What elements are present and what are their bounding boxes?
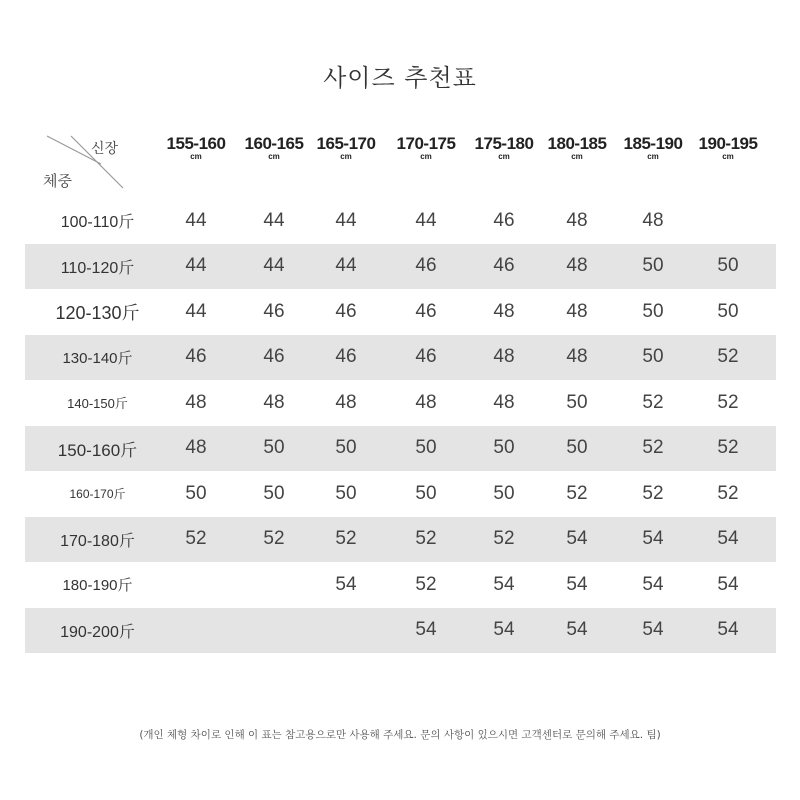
column-header-175-180 [464,134,544,160]
size-cell: 54 [642,573,664,595]
size-cell: 46 [415,300,437,322]
size-cell: 54 [335,573,357,595]
size-cell: 52 [185,528,207,550]
size-cell: 50 [642,300,664,322]
size-cell [161,608,231,654]
size-cell: 48 [415,391,437,413]
size-cell: 50 [493,482,515,504]
column-header-unit: cm [190,152,202,161]
size-cell: 54 [566,573,588,595]
size-cell: 52 [335,528,357,550]
row-weight-label: 190-200斤 [60,623,135,641]
size-cell: 50 [566,437,588,459]
size-cell: 46 [263,300,285,322]
table-row [25,244,776,290]
size-cell: 54 [493,573,515,595]
size-cell: 52 [263,528,285,550]
size-cell: 48 [185,391,207,413]
size-cell: 54 [642,619,664,641]
table-row [25,335,776,381]
table-row [25,562,776,608]
size-cell: 50 [717,255,739,277]
size-cell: 50 [566,391,588,413]
size-cell: 50 [642,255,664,277]
column-header-range: 165-170 [316,134,376,153]
column-header-165-170 [306,134,386,160]
table-row [25,198,776,244]
column-header-range: 160-165 [244,134,304,153]
size-cell: 52 [642,391,664,413]
size-cell: 50 [185,482,207,504]
size-cell: 54 [717,528,739,550]
size-cell: 52 [717,391,739,413]
size-cell: 48 [566,255,588,277]
size-cell: 48 [493,346,515,368]
size-cell: 54 [566,619,588,641]
column-header-unit: cm [722,152,734,161]
size-cell: 52 [717,482,739,504]
size-cell: 46 [185,346,207,368]
size-cell: 52 [717,437,739,459]
size-cell: 48 [493,391,515,413]
size-cell: 50 [263,482,285,504]
size-cell: 46 [415,346,437,368]
size-cell [693,198,763,244]
size-cell: 52 [566,482,588,504]
size-cell: 44 [185,209,207,231]
row-weight-label: 180-190斤 [62,577,133,595]
size-cell: 46 [335,300,357,322]
column-header-range: 180-185 [547,134,607,153]
size-cell: 48 [335,391,357,413]
table-row [25,426,776,472]
size-cell: 54 [415,619,437,641]
size-cell: 50 [415,437,437,459]
column-header-range: 185-190 [623,134,683,153]
row-weight-label: 110-120斤 [60,259,135,277]
column-header-155-160 [156,134,236,160]
size-cell: 50 [642,346,664,368]
size-cell: 52 [642,482,664,504]
size-cell [311,608,381,654]
row-weight-label: 140-150斤 [67,396,128,412]
size-cell: 44 [335,209,357,231]
column-header-180-185 [537,134,617,160]
size-cell: 50 [335,482,357,504]
size-cell: 46 [263,346,285,368]
size-cell: 50 [493,437,515,459]
size-cell: 52 [717,346,739,368]
size-cell: 52 [493,528,515,550]
size-cell: 54 [493,619,515,641]
row-weight-label: 120-130斤 [55,302,140,323]
size-cell: 48 [263,391,285,413]
page-title: 사이즈 추천표 [323,64,477,92]
column-header-range: 170-175 [396,134,456,153]
row-weight-label: 130-140斤 [62,349,133,367]
column-header-185-190 [613,134,693,160]
weight-axis-label: 체중 [43,172,72,190]
row-weight-label: 150-160斤 [57,440,138,460]
size-cell: 46 [335,346,357,368]
size-cell: 48 [185,437,207,459]
size-cell [239,608,309,654]
column-header-range: 190-195 [698,134,758,153]
size-cell: 48 [493,300,515,322]
size-cell: 48 [566,346,588,368]
size-cell: 48 [642,209,664,231]
column-header-unit: cm [340,152,352,161]
size-cell: 50 [415,482,437,504]
size-cell: 44 [185,255,207,277]
size-cell: 54 [642,528,664,550]
size-cell: 48 [566,209,588,231]
table-row [25,517,776,563]
size-cell: 54 [717,573,739,595]
size-cell: 44 [335,255,357,277]
size-cell: 48 [566,300,588,322]
table-row [25,380,776,426]
table-row [25,471,776,517]
column-header-unit: cm [268,152,280,161]
size-cell [161,562,231,608]
table-row [25,289,776,335]
disclaimer-note: (개인 체형 차이로 인해 이 표는 참고용으로만 사용해 주세요. 문의 사항이 있으시면 고객센터로 문의해 주세요. 팀) [139,729,661,741]
size-cell: 50 [335,437,357,459]
size-cell: 50 [263,437,285,459]
height-axis-label: 신장 [91,141,119,157]
column-header-unit: cm [647,152,659,161]
size-cell: 46 [493,255,515,277]
size-cell: 52 [415,528,437,550]
size-cell: 46 [415,255,437,277]
column-header-range: 175-180 [474,134,534,153]
column-header-unit: cm [498,152,510,161]
column-header-range: 155-160 [166,134,226,153]
size-cell: 52 [642,437,664,459]
size-table [25,198,776,653]
size-cell [239,562,309,608]
size-cell: 46 [493,209,515,231]
size-cell: 44 [415,209,437,231]
size-cell: 50 [717,300,739,322]
row-weight-label: 160-170斤 [69,487,126,502]
table-header [25,130,776,198]
size-cell: 44 [185,300,207,322]
size-cell: 44 [263,209,285,231]
size-cell: 44 [263,255,285,277]
row-weight-label: 170-180斤 [60,532,135,550]
table-row [25,608,776,654]
column-header-unit: cm [571,152,583,161]
column-header-190-195 [688,134,768,160]
row-weight-label: 100-110斤 [60,214,135,232]
column-header-160-165 [234,134,314,160]
size-cell: 52 [415,573,437,595]
size-cell: 54 [717,619,739,641]
column-header-unit: cm [420,152,432,161]
size-cell: 54 [566,528,588,550]
column-header-170-175 [386,134,466,160]
